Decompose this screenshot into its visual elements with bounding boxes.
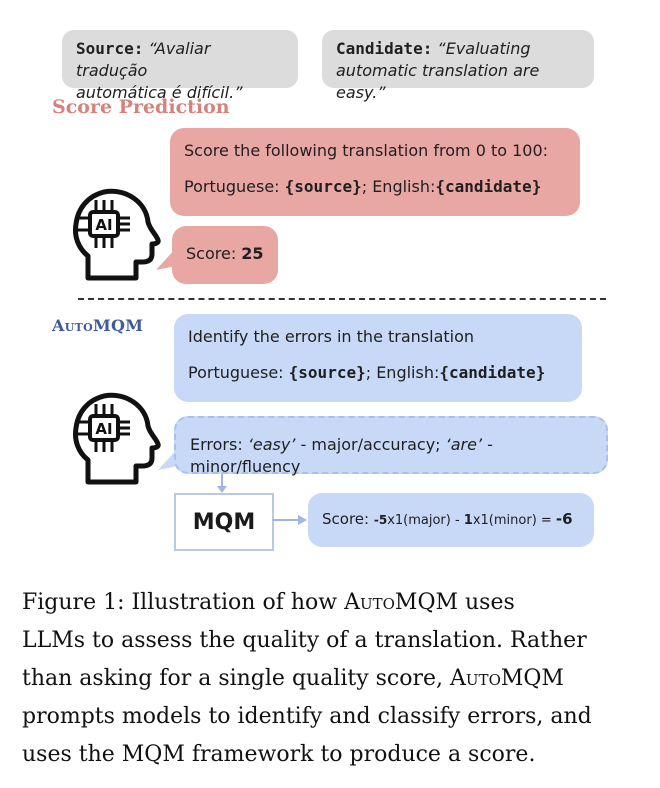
score-prediction-title: Score Prediction [52,96,230,118]
score-label: Score: [186,244,242,263]
automqm-errors-bubble [174,416,608,474]
candidate-token: {candidate} [439,363,546,382]
source-token: {source} [288,363,366,382]
input-prefix: Portuguese: [188,363,289,382]
automqm-prompt-line: Identify the errors in the translation [188,327,475,346]
score-prompt-bubble [170,128,580,216]
ai-head-icon [66,184,162,284]
calc-major-text: x1(major) - [387,513,464,528]
score-prompt-line: Score the following translation from 0 to 100: [184,141,549,160]
errors-label: Errors: [190,435,248,454]
error2-span: ‘are’ [445,435,483,454]
error1-span: ‘easy’ [247,435,296,454]
caption-line-3 [22,660,640,698]
score-input-line [184,176,566,198]
automqm-title-text: AutoMQM [52,316,144,335]
score-output-bubble [172,226,278,284]
calc-result: -6 [555,510,573,528]
source-box [62,30,298,102]
source-label: Source: [76,39,144,58]
caption-line-4: prompts models to identify and classify errors, and [22,704,592,729]
figure-caption [22,584,640,774]
input-mid: ; English: [361,177,436,196]
svg-text:AI: AI [95,420,113,438]
calc-minor-weight: 1 [463,513,473,528]
automqm-input-line [188,362,568,384]
svg-text:AI: AI [95,216,113,234]
calc-minor-text: x1(minor) = [472,513,556,528]
section-divider [78,298,606,300]
automqm-prompt-bubble [174,314,582,402]
input-prefix: Portuguese: [184,177,285,196]
source-text-line2: automática é difícil.” [76,83,243,102]
source-text-line1: “Avaliar tradução [76,39,211,80]
input-mid: ; English: [365,363,440,382]
calc-major-weight: -5 [373,513,388,527]
calc-label: Score: [322,510,374,528]
error1-desc: - major/accuracy; [295,435,446,454]
automqm-title [52,316,143,335]
down-arrow-icon [216,474,228,494]
mqm-box: MQM [174,493,274,551]
candidate-token: {candidate} [435,177,542,196]
candidate-box [322,30,594,102]
mqm-score-bubble [308,493,594,547]
caption-line-2: LLMs to assess the quality of a translation. Rather [22,628,587,653]
candidate-text-line1: “Evaluating [437,39,531,58]
candidate-label: Candidate: [336,39,433,58]
caption-line-5: uses the MQM framework to produce a score. [22,742,536,767]
ai-head-icon [66,388,162,488]
caption-line-1 [22,584,640,622]
candidate-text-line2: automatic translation are easy.” [336,61,540,102]
caption-line-3a: than asking for a single quality score, [22,666,451,691]
caption-automqm: AutoMQM [344,590,459,615]
source-token: {source} [284,177,362,196]
caption-line-1b: uses [458,590,515,615]
error2-desc: - minor/fluency [190,435,493,476]
caption-automqm: AutoMQM [450,666,564,691]
arrow-icon [272,514,308,526]
score-value: 25 [241,244,264,263]
caption-line-1a: Figure 1: Illustration of how [22,590,345,615]
